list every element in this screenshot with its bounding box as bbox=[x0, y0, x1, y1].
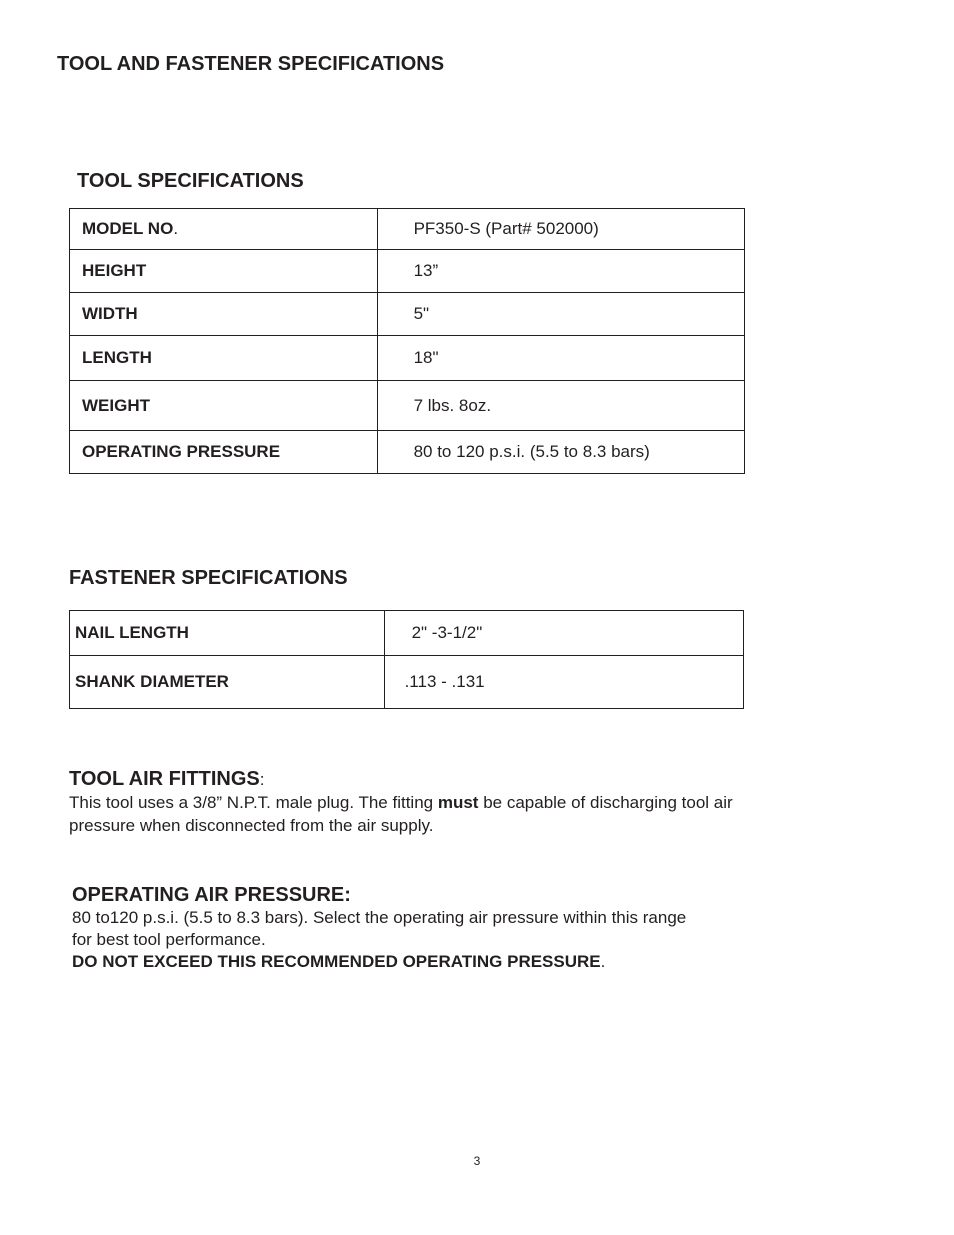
spec-value: .113 - .131 bbox=[384, 656, 743, 709]
spec-value: 18" bbox=[377, 336, 744, 381]
table-row bbox=[70, 381, 745, 431]
spec-value: 2" -3-1/2" bbox=[384, 611, 743, 656]
model-no-suffix: . bbox=[173, 219, 179, 238]
spec-label bbox=[70, 209, 378, 250]
spec-label: HEIGHT bbox=[70, 250, 378, 293]
air-fittings-text-line2: pressure when disconnected from the air supply. bbox=[69, 816, 434, 835]
table-row bbox=[70, 336, 745, 381]
air-fittings-colon: : bbox=[259, 770, 265, 789]
page-number: 3 bbox=[473, 1154, 481, 1168]
fastener-specifications-heading: FASTENER SPECIFICATIONS bbox=[69, 567, 348, 589]
air-fittings-section bbox=[69, 768, 733, 837]
tool-specifications-heading: TOOL SPECIFICATIONS bbox=[77, 170, 304, 192]
table-row bbox=[70, 611, 744, 656]
air-fittings-text-start: This tool uses a 3/8” N.P.T. male plug. The fitting bbox=[69, 793, 438, 812]
table-row bbox=[70, 656, 744, 709]
air-fittings-heading bbox=[69, 768, 733, 791]
air-pressure-warning bbox=[72, 951, 686, 973]
model-no-label: MODEL NO bbox=[82, 219, 174, 238]
air-pressure-warning-period: . bbox=[600, 952, 606, 971]
air-pressure-section bbox=[72, 884, 686, 973]
air-pressure-heading: OPERATING AIR PRESSURE: bbox=[72, 884, 351, 906]
air-fittings-text-end: be capable of discharging tool air bbox=[478, 793, 733, 812]
spec-label: SHANK DIAMETER bbox=[70, 656, 385, 709]
air-pressure-line1: 80 to120 p.s.i. (5.5 to 8.3 bars). Select the operating air pressure within this range bbox=[72, 908, 687, 927]
table-row bbox=[70, 209, 745, 250]
spec-value: PF350-S (Part# 502000) bbox=[377, 209, 744, 250]
spec-value: 80 to 120 p.s.i. (5.5 to 8.3 bars) bbox=[377, 431, 744, 474]
table-row bbox=[70, 431, 745, 474]
spec-label: WIDTH bbox=[70, 293, 378, 336]
air-pressure-line2: for best tool performance. bbox=[72, 930, 266, 949]
tool-specifications-table bbox=[69, 208, 745, 474]
page-title: TOOL AND FASTENER SPECIFICATIONS bbox=[57, 53, 445, 75]
spec-label: OPERATING PRESSURE bbox=[70, 431, 378, 474]
fastener-specifications-table bbox=[69, 610, 744, 709]
spec-value: 13” bbox=[377, 250, 744, 293]
table-row bbox=[70, 293, 745, 336]
spec-label: WEIGHT bbox=[70, 381, 378, 431]
air-pressure-warning-text: DO NOT EXCEED THIS RECOMMENDED OPERATING PRESSURE bbox=[72, 952, 601, 971]
air-fittings-title: TOOL AIR FITTINGS bbox=[69, 768, 260, 790]
spec-value: 5" bbox=[377, 293, 744, 336]
spec-value: 7 lbs. 8oz. bbox=[377, 381, 744, 431]
table-row bbox=[70, 250, 745, 293]
spec-label: NAIL LENGTH bbox=[70, 611, 385, 656]
spec-label: LENGTH bbox=[70, 336, 378, 381]
air-fittings-text-bold: must bbox=[437, 793, 479, 812]
air-fittings-text bbox=[69, 791, 733, 814]
